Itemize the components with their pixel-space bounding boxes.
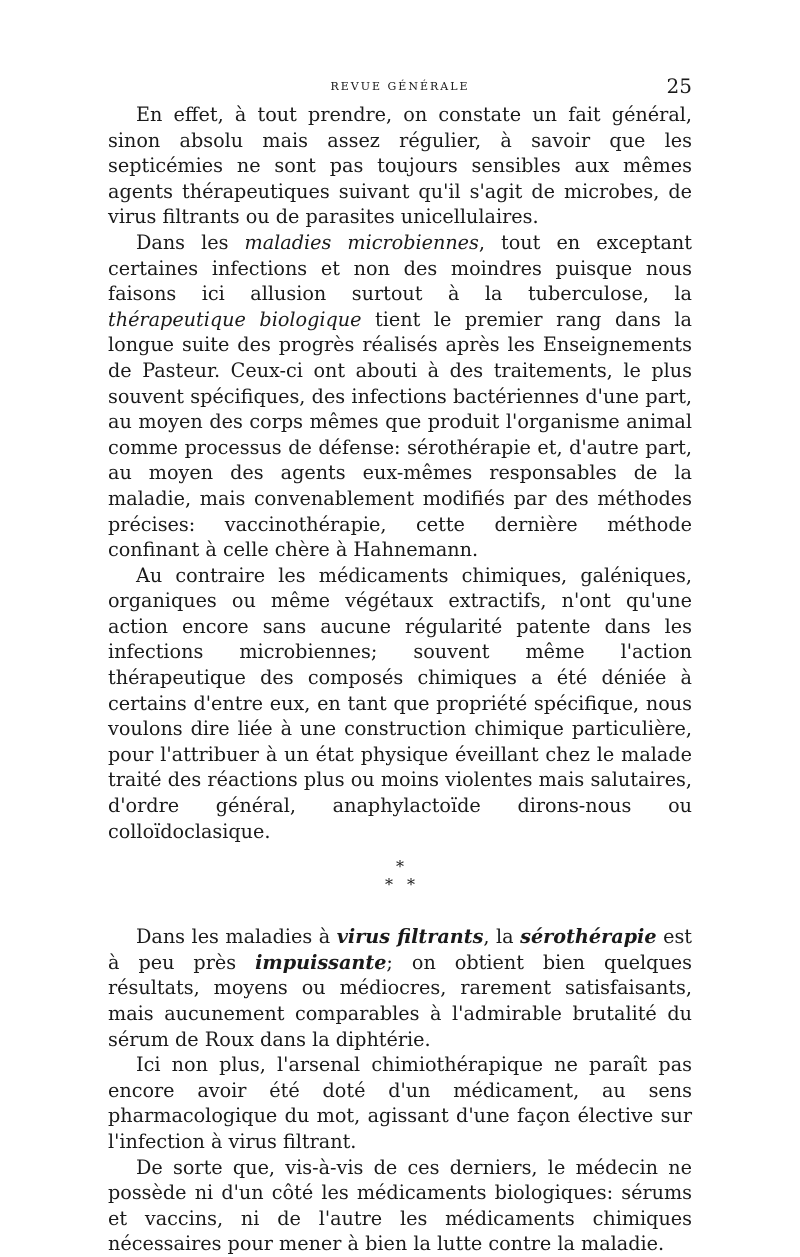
emphasis-virus-filtrants: virus filtrants	[336, 925, 484, 949]
asterism-line-1: *	[396, 857, 404, 877]
journal-page	[108, 72, 692, 1257]
paragraph-4-text-2: , la	[483, 925, 521, 949]
paragraph-3: Au contraire les médicaments chimiques, galéniques, organiques ou même végétaux extractifs, n'ont qu'une action encore sans aucune régularité patente dans les infections microbiennes; souvent même l'action thérapeutique des composés chimiques a été déniée à certains d'entre eux, en tant que propriété spécifique, nous voulons dire liée à une construction chimique particulière, pour l'attribuer à un état physique éveillant chez le malade traité des réactions plus ou moins violentes mais salutaires, d'ordre général, anaphylactoïde dirons-nous ou colloïdoclasique.	[108, 563, 692, 843]
paragraph-4-text-1: Dans les maladies à	[136, 925, 337, 949]
paragraph-5: Ici non plus, l'arsenal chimiothérapique ne paraît pas encore avoir été doté d'un médicament, au sens pharmacologique du mot, agissant d'une façon élective sur l'infection à virus filtrant.	[108, 1053, 692, 1153]
emphasis-serotherapie: sérothérapie	[520, 925, 657, 949]
paragraph-2-text-1: Dans les	[136, 230, 245, 254]
article-body	[108, 102, 692, 1257]
paragraph-6: De sorte que, vis-à-vis de ces derniers, le médecin ne possède ni d'un côté les médicaments biologiques: sérums et vaccins, ni de l'autre les médicaments chimiques nécessaires pour mener à bien la lutte contre la maladie.	[108, 1155, 692, 1256]
page-header	[108, 72, 692, 102]
asterism-line-2: **	[385, 875, 429, 895]
paragraph-1: En effet, à tout prendre, on constate un fait général, sinon absolu mais assez régulier, à savoir que les septicémies ne sont pas toujours sensibles aux mêmes agents thérapeutiques suivant qu'il s'agit de microbes, de virus filtrants ou de parasites unicellulaires.	[108, 103, 692, 229]
paragraph-4-text-3: est à peu près	[108, 925, 692, 974]
paragraph-2	[108, 230, 692, 563]
emphasis-maladies-microbiennes: maladies microbiennes	[244, 230, 479, 254]
emphasis-therapeutique-biologique: thérapeutique biologique	[108, 307, 362, 331]
paragraph-2-text-3: tient le premier rang dans la longue suite des progrès réalisés après les Enseignements de Pasteur. Ceux-ci ont abouti à des traitements, le plus souvent spécifiques, des infections bactériennes d'une part, au moyen des corps mêmes que produit l'organisme animal comme processus de défense: sérothérapie et, d'autre part, au moyen des agents eux-mêmes responsables de la maladie, mais convenablement modifiés par des méthodes précises: vaccinothérapie, cette dernière méthode confinant à celle chère à Hahnemann.	[108, 307, 692, 562]
paragraph-2-text-2: , tout en exceptant certaines infections et non des moindres puisque nous faisons ici allusion surtout à la tuberculose, la	[108, 230, 692, 306]
paragraph-4	[108, 924, 692, 1052]
running-title: REVUE GÉNÉRALE	[330, 80, 470, 93]
paragraph-4-text-4: ; on obtient bien quelques résultats, moyens ou médiocres, rarement satisfaisants, mais aucunement comparables à l'admirable brutalité du sérum de Roux dans la diphtérie.	[108, 950, 693, 1051]
page-number: 25	[666, 74, 692, 98]
emphasis-impuissante: impuissante	[255, 950, 387, 974]
section-asterism	[108, 858, 692, 894]
